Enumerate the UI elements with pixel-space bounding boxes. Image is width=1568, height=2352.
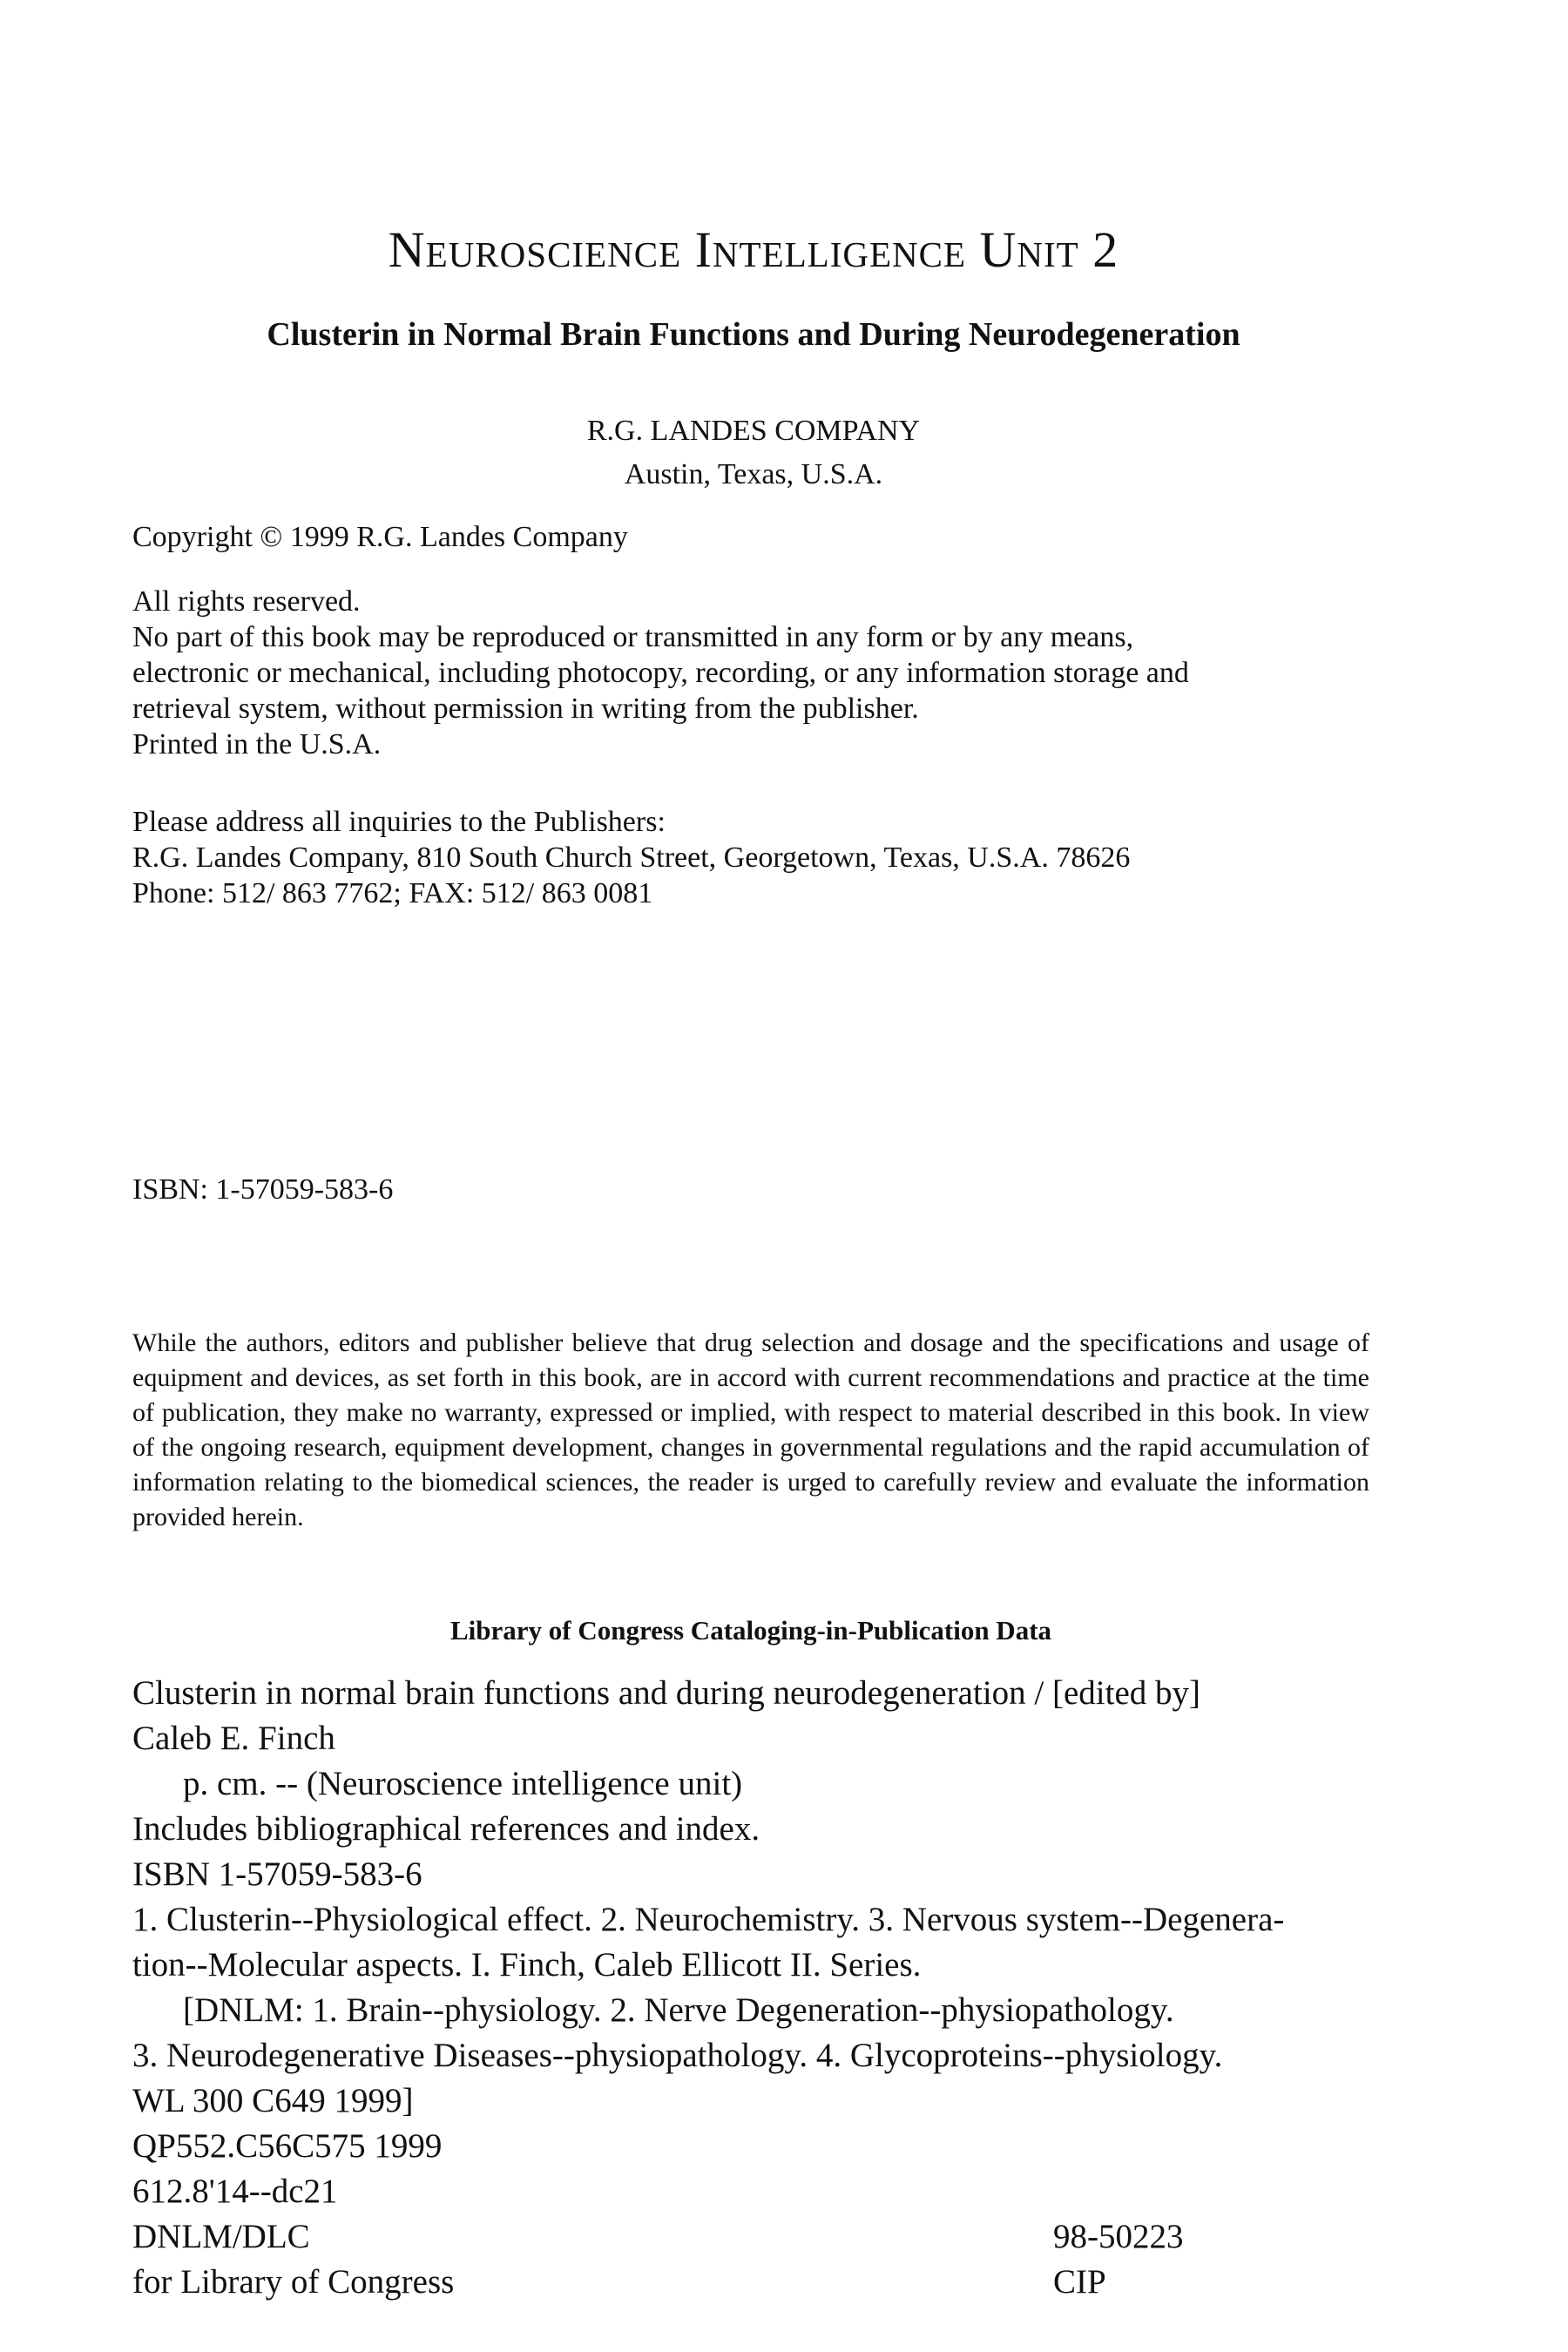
dnlm-code: DNLM/DLC xyxy=(132,2218,310,2255)
publisher-location: Austin, Texas, U.S.A. xyxy=(624,458,883,490)
rights-statement xyxy=(132,584,1369,762)
cip-line: ISBN 1-57059-583-6 xyxy=(132,1855,422,1893)
disclaimer-paragraph: While the authors, editors and publisher believe that drug selection and dosage and the specifications and usage of equipment and devices, as set forth in this book, are in accord with current recommendations and practice at the time of publication, they make no warranty, expressed or implied, with respect to material described in this book. In view of the ongoing research, equipment development, changes in governmental regulations and the rapid accumulation of information relating to the biomedical sciences, the reader is urged to carefully review and evaluate the information provided herein. xyxy=(132,1328,1369,1531)
rights-line: retrieval system, without permission in writing from the publisher. xyxy=(132,693,919,725)
rights-line: All rights reserved. xyxy=(132,585,361,618)
publisher-name: R.G. LANDES COMPANY xyxy=(586,415,921,447)
lccn-number: 98-50223 xyxy=(1053,2218,1184,2255)
cip-data-block xyxy=(132,1671,1369,2305)
for-library-of-congress: for Library of Congress xyxy=(132,2263,455,2301)
cip-line: tion--Molecular aspects. I. Finch, Caleb Ellicott II. Series. xyxy=(132,1946,922,1984)
cip-line: WL 300 C649 1999] xyxy=(132,2082,414,2119)
series-title: Neuroscience Intelligence Unit 2 xyxy=(388,221,1119,278)
inquiries-block xyxy=(132,804,1369,911)
cip-lc-row xyxy=(132,2260,1369,2305)
inquiries-line: R.G. Landes Company, 810 South Church Street, Georgetown, Texas, U.S.A. 78626 xyxy=(132,841,1131,874)
inquiries-line: Please address all inquiries to the Publishers: xyxy=(132,806,666,838)
cip-line: 1. Clusterin--Physiological effect. 2. Neurochemistry. 3. Nervous system--Degenera- xyxy=(132,1901,1285,1938)
cip-line: 612.8'14--dc21 xyxy=(132,2173,338,2210)
cip-line: Caleb E. Finch xyxy=(132,1720,335,1757)
inquiries-line: Phone: 512/ 863 7762; FAX: 512/ 863 0081 xyxy=(132,877,653,909)
rights-line: No part of this book may be reproduced or transmitted in any form or by any means, xyxy=(132,621,1134,653)
isbn: ISBN: 1-57059-583-6 xyxy=(132,1173,394,1206)
rights-line: electronic or mechanical, including photocopy, recording, or any information storage and xyxy=(132,657,1189,689)
cip-line: [DNLM: 1. Brain--physiology. 2. Nerve Degeneration--physiopathology. xyxy=(183,1991,1174,2029)
cip-line: Includes bibliographical references and index. xyxy=(132,1810,760,1848)
cip-line: p. cm. -- (Neuroscience intelligence unit) xyxy=(183,1765,743,1802)
cip-line: Clusterin in normal brain functions and during neurodegeneration / [edited by] xyxy=(132,1674,1201,1712)
rights-line: Printed in the U.S.A. xyxy=(132,728,382,760)
publisher-block xyxy=(0,409,1507,497)
cip-label: CIP xyxy=(1053,2263,1106,2301)
book-title: Clusterin in Normal Brain Functions and During Neurodegeneration xyxy=(267,316,1240,353)
cip-line: QP552.C56C575 1999 xyxy=(132,2127,443,2165)
cip-heading: Library of Congress Cataloging-in-Publication Data xyxy=(449,1615,1052,1646)
cip-dnlm-row xyxy=(132,2214,1369,2260)
cip-line: 3. Neurodegenerative Diseases--physiopathology. 4. Glycoproteins--physiology. xyxy=(132,2037,1223,2074)
copyright-notice: Copyright © 1999 R.G. Landes Company xyxy=(132,521,628,553)
